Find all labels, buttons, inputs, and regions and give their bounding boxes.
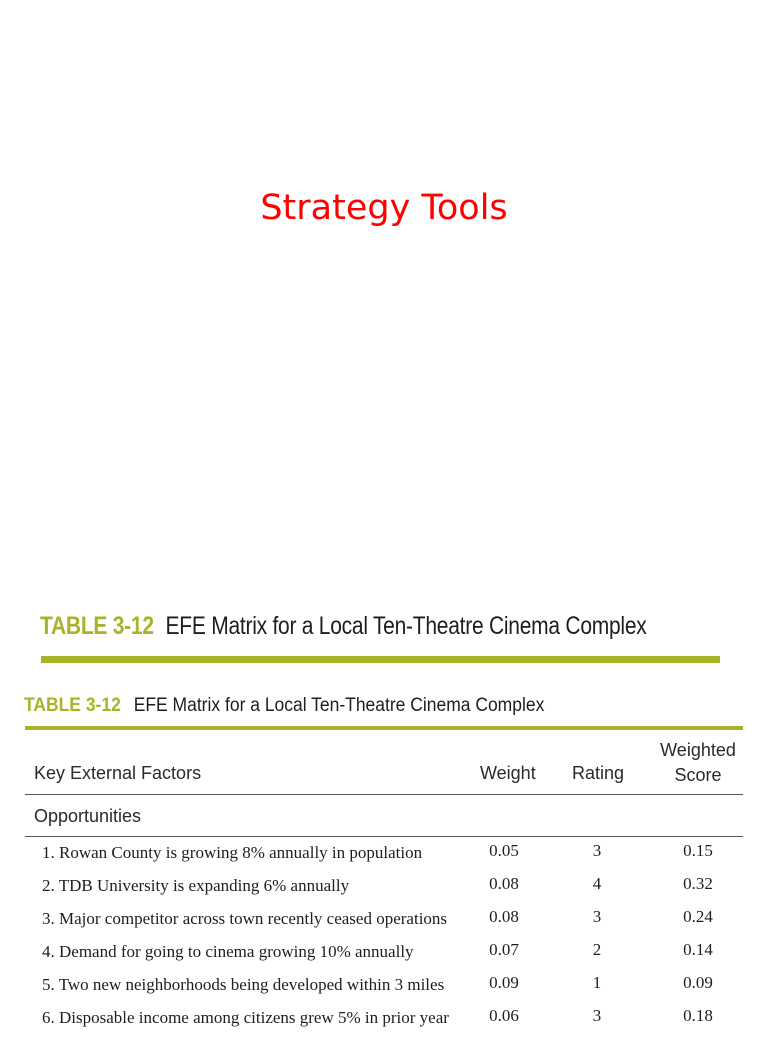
row-weight: 0.08 <box>489 907 519 926</box>
table-row <box>0 1006 768 1039</box>
row-weight: 0.06 <box>489 1006 519 1025</box>
row-rating: 3 <box>592 907 602 926</box>
row-factor: 2. TDB University is expanding 6% annually <box>42 876 350 895</box>
row-weight: 0.07 <box>489 940 519 959</box>
row-score: 0.15 <box>683 841 713 860</box>
row-factor: 4. Demand for going to cinema growing 10% annually <box>42 942 414 961</box>
row-rating: 1 <box>592 973 602 992</box>
row-factor: 6. Disposable income among citizens grew 5% in prior year <box>42 1008 449 1027</box>
header-key-external-factors: Key External Factors <box>34 763 202 783</box>
header-weight: Weight <box>480 763 536 783</box>
row-factor: 5. Two new neighborhoods being developed within 3 miles <box>42 975 445 994</box>
row-weight: 0.09 <box>489 973 519 992</box>
table-title: EFE Matrix for a Local Ten-Theatre Cinema Complex <box>165 612 647 640</box>
caption-rule-large <box>41 656 720 663</box>
row-score: 0.09 <box>683 973 713 992</box>
table-caption <box>24 695 705 717</box>
section-opportunities: Opportunities <box>34 806 142 826</box>
row-rating: 4 <box>592 874 602 893</box>
row-weight: 0.05 <box>489 841 519 860</box>
row-rating: 3 <box>592 841 602 860</box>
table-caption-large <box>40 612 647 641</box>
row-score: 0.32 <box>683 874 713 893</box>
caption-rule <box>25 726 743 730</box>
table-body <box>0 841 768 1039</box>
row-score: 0.14 <box>683 940 713 959</box>
row-score: 0.18 <box>683 1006 713 1025</box>
header-weighted-score <box>650 738 746 788</box>
row-score: 0.24 <box>683 907 713 926</box>
table-row <box>0 874 768 907</box>
slide-title: Strategy Tools <box>260 188 508 228</box>
table-title-small: EFE Matrix for a Local Ten-Theatre Cinema Complex <box>133 695 545 716</box>
table-row <box>0 973 768 1006</box>
table-row <box>0 841 768 874</box>
row-rating: 2 <box>592 940 602 959</box>
row-factor: 3. Major competitor across town recently ceased operations <box>42 909 448 928</box>
header-weighted-score-line2: Score <box>674 765 722 785</box>
row-weight: 0.08 <box>489 874 519 893</box>
header-rule <box>25 794 743 795</box>
table-number: TABLE 3-12 <box>40 612 154 640</box>
row-rating: 3 <box>592 1006 602 1025</box>
header-weighted-score-line1: Weighted <box>660 740 736 760</box>
header-rating: Rating <box>572 763 625 783</box>
table-number-small: TABLE 3-12 <box>24 695 121 716</box>
section-rule <box>25 836 743 837</box>
row-factor: 1. Rowan County is growing 8% annually in population <box>42 843 423 862</box>
table-row <box>0 907 768 940</box>
table-row <box>0 940 768 973</box>
